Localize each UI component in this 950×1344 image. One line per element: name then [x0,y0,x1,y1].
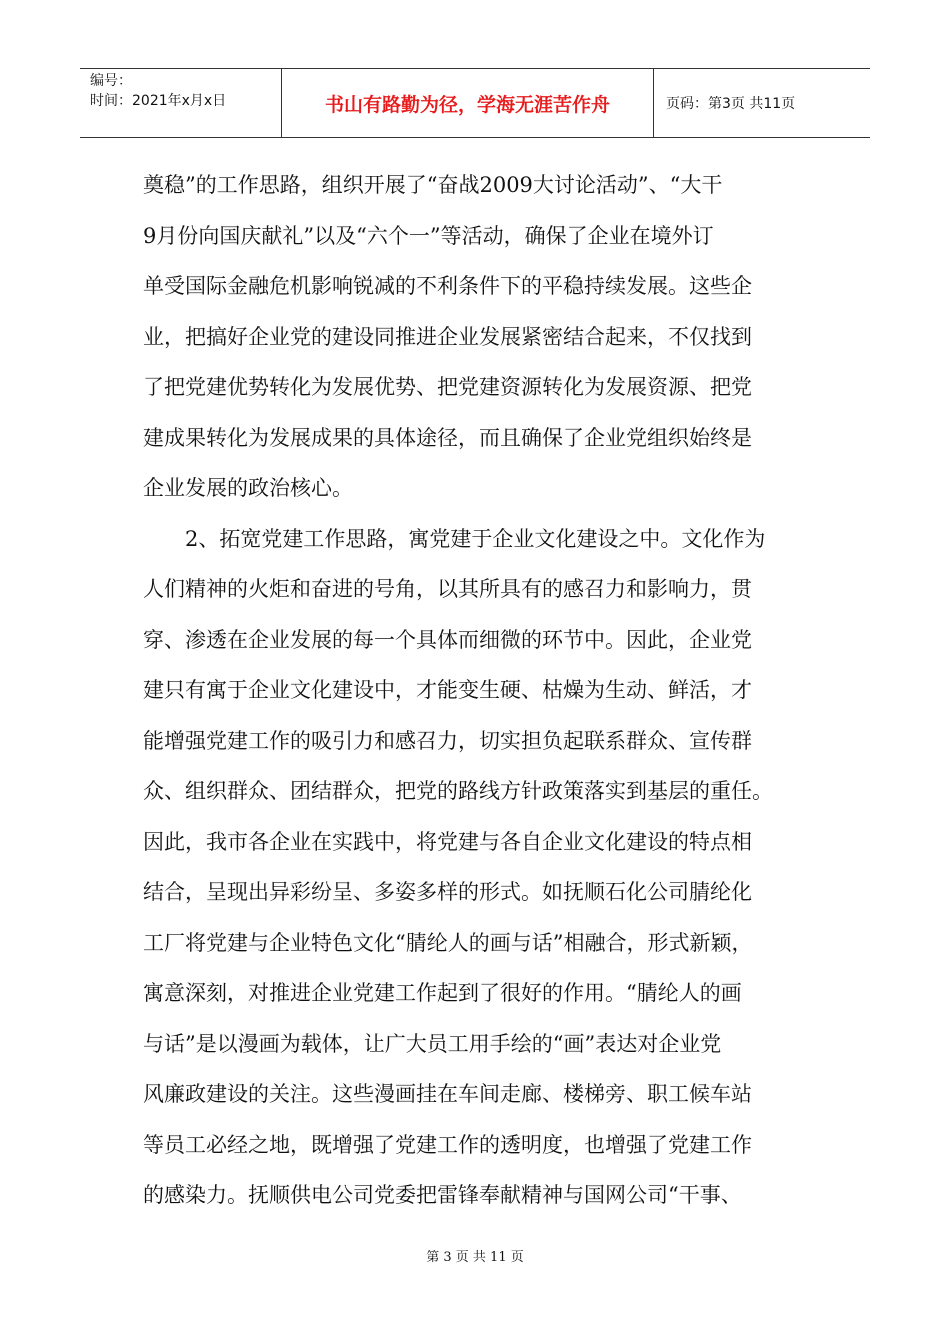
text-line: 等员工必经之地，既增强了党建工作的透明度，也增强了党建工作 [143,1132,752,1157]
text-line: 工厂将党建与企业特色文化“腈纶人的画与话”相融合，形式新颖， [143,930,753,955]
header-meta [80,69,282,137]
text-line: 业，把搞好企业党的建设同推进企业发展紧密结合起来，不仅找到 [143,324,752,349]
document-body [143,160,823,1221]
text-line: 寓意深刻，对推进企业党建工作起到了很好的作用。“腈纶人的画 [143,981,742,1005]
page-footer: 第 3 页 共 11 页 [426,1250,524,1265]
text-line: 了把党建优势转化为发展优势、把党建资源转化为发展资源、把党 [143,375,752,399]
text-line: 风廉政建设的关注。这些漫画挂在车间走廊、楼梯旁、职工候车站 [143,1082,752,1106]
text-line: 众、组织群众、团结群众，把党的路线方针政策落实到基层的重任。 [143,779,773,803]
text-line: 人们精神的火炬和奋进的号角，以其所具有的感召力和影响力，贯 [143,577,752,601]
header-motto: 书山有路勤为径，学海无涯苦作舟 [282,69,654,137]
text-line: 穿、渗透在企业发展的每一个具体而细微的环节中。因此，企业党 [143,627,752,652]
text-line: 9月份向国庆献礼”以及“六个一”等活动，确保了企业在境外订 [143,223,714,248]
document-time: 时间：2021年x月x日 [90,93,227,109]
page-header [80,68,870,138]
text-line: 与话”是以漫画为载体，让广大员工用手绘的“画”表达对企业党 [143,1031,722,1056]
text-line: 结合，呈现出异彩纷呈、多姿多样的形式。如抚顺石化公司腈纶化 [143,880,752,904]
text-line: 因此，我市各企业在实践中，将党建与各自企业文化建设的特点相 [143,829,752,854]
document-number-label: 编号： [90,73,132,89]
text-line: 2、拓宽党建工作思路，寓党建于企业文化建设之中。文化作为 [143,526,766,551]
header-page-info: 页码：第3页 共11页 [666,96,796,112]
text-line: 的感染力。抚顺供电公司党委把雷锋奉献精神与国网公司“干事、 [143,1183,742,1207]
text-line: 建只有寓于企业文化建设中，才能变生硬、枯燥为生动、鲜活，才 [143,678,752,702]
text-line: 建成果转化为发展成果的具体途径，而且确保了企业党组织始终是 [143,425,752,450]
text-line: 奠稳”的工作思路，组织开展了“奋战2009大讨论活动”、“大干 [143,173,723,197]
text-line: 单受国际金融危机影响锐减的不利条件下的平稳持续发展。这些企 [143,274,752,298]
text-line: 能增强党建工作的吸引力和感召力，切实担负起联系群众、宣传群 [143,728,752,753]
text-line: 企业发展的政治核心。 [143,476,353,500]
